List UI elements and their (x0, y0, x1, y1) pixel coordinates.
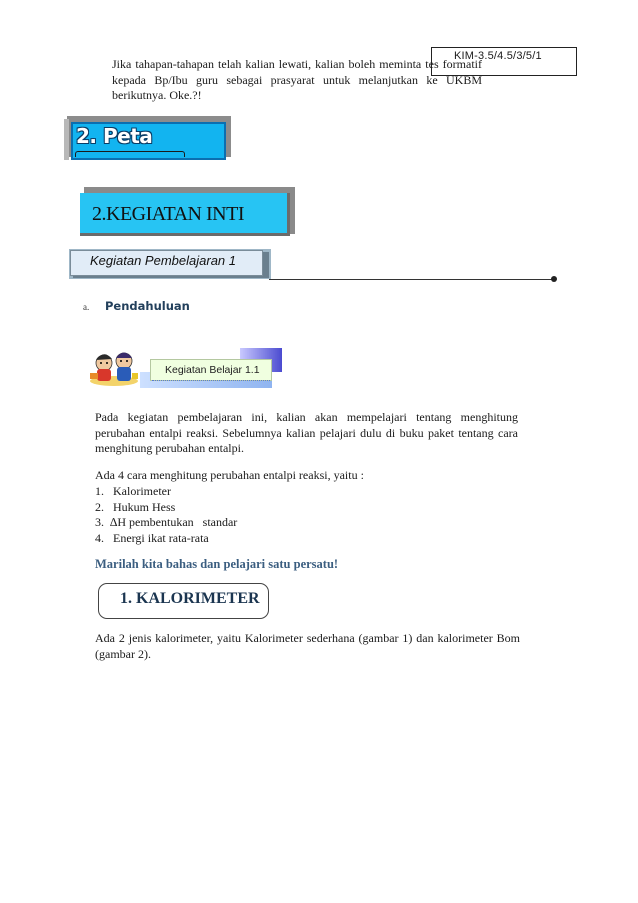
list-item: 4. Energi ikat rata-rata (95, 530, 209, 545)
list-item: 1. Kalorimeter (95, 484, 171, 498)
methods-list (95, 484, 237, 546)
paragraph-kalorimeter: Ada 2 jenis kalorimeter, yaitu Kalorimeter sederhana (gambar 1) dan kalorimeter Bom (gambar 2). (95, 631, 520, 661)
student-mascot-illustration (88, 345, 140, 387)
kegiatan-belajar-label: Kegiatan Belajar 1.1 (165, 364, 260, 376)
peta-banner-shadow-edge (64, 119, 69, 160)
document-code: KIM-3.5/4.5/3/5/1 (454, 50, 542, 62)
section-divider (269, 279, 553, 280)
marilah-heading: Marilah kita bahas dan pelajari satu persatu! (95, 557, 339, 571)
paragraph-methods-intro: Ada 4 cara menghitung perubahan entalpi reaksi, yaitu : (95, 468, 364, 482)
intro-paragraph: Jika tahapan-tahapan telah kalian lewati, kalian boleh meminta tes formatif kepada Bp/Ibu guru sebagai prasyarat untuk melanjutkan ke UKBM berikutnya. Oke.?! (112, 57, 482, 102)
list-item: 3. ∆H pembentukan standar (95, 515, 238, 529)
kegiatan-inti-title: 2.KEGIATAN INTI (92, 203, 244, 225)
peta-underline (75, 151, 185, 157)
kegiatan-belajar-dotted-line (152, 380, 270, 381)
peta-title: 2. Peta (76, 124, 153, 148)
pendahuluan-bullet: a. (83, 302, 90, 312)
paragraph-intro: Pada kegiatan pembelajaran ini, kalian akan mempelajari tentang menghitung perubahan entalpi reaksi. Sebelumnya kalian pelajari dulu di buku paket tentang cara menghitung perubahan entalpi. (95, 410, 518, 455)
divider-end-dot (551, 276, 557, 282)
kegiatan-pembelajaran-label: Kegiatan Pembelajaran 1 (90, 253, 236, 268)
kalorimeter-title: 1. KALORIMETER (120, 590, 260, 607)
pendahuluan-heading: Pendahuluan (105, 299, 190, 313)
list-item: 2. Hukum Hess (95, 499, 176, 514)
